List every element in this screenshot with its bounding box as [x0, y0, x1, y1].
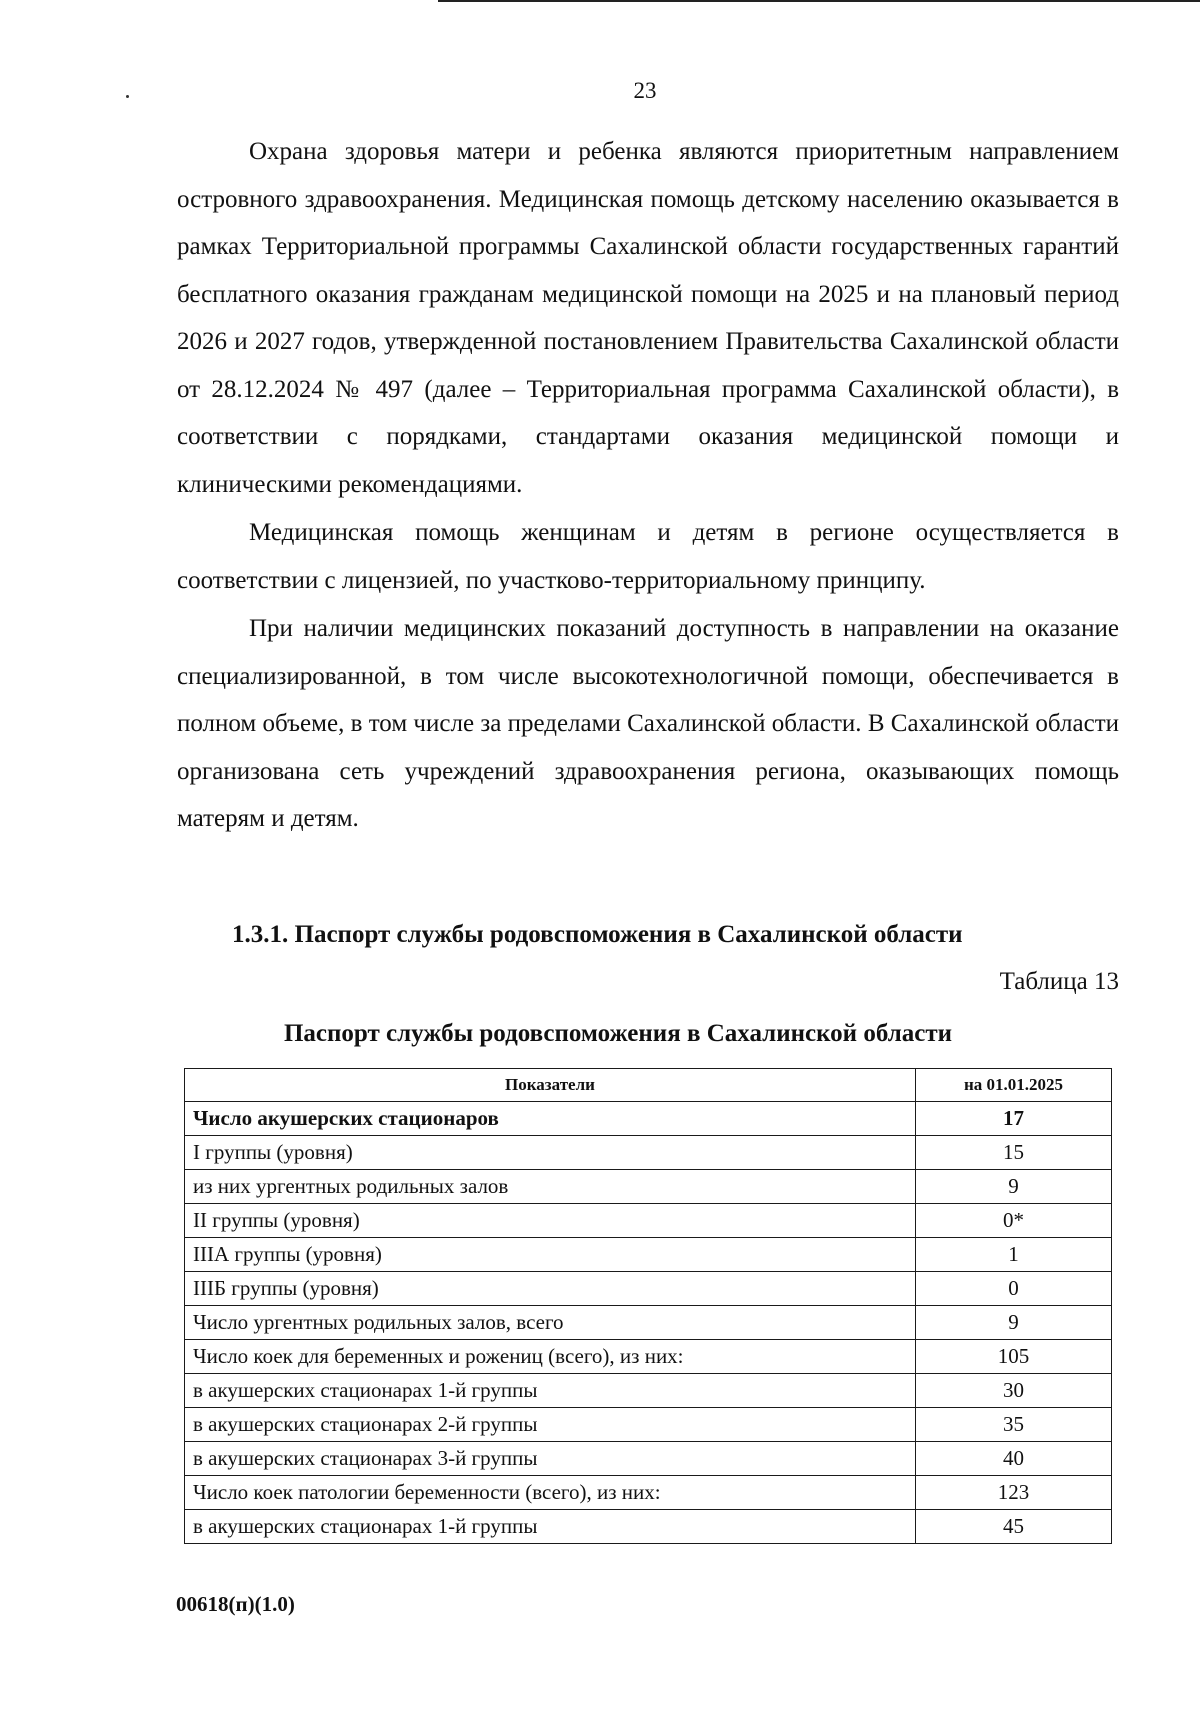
- table-row: [185, 1102, 1112, 1136]
- table-label: Таблица 13: [999, 968, 1119, 995]
- top-rule: [438, 0, 1200, 2]
- paragraph: Охрана здоровья матери и ребенка являются приоритетным направлением островного здравоохранения. Медицинская помощь детскому населению оказывается в рамках Территориальной программы Сахалинской области государственных гарантий бесплатного оказания гражданам медицинской помощи на 2025 и на плановый период 2026 и 2027 годов, утвержденной постановлением Правительства Сахалинской области от 28.12.2024 № 497 (далее – Территориальная программа Сахалинской области), в соответствии с порядками, стандартами оказания медицинской помощи и клиническими рекомендациями.: [177, 138, 1119, 498]
- table-row: [185, 1374, 1112, 1408]
- table-row: [185, 1476, 1112, 1510]
- table-row: [185, 1272, 1112, 1306]
- table-header-row: [185, 1069, 1112, 1102]
- body-text: [177, 128, 1119, 843]
- footer-document-code: 00618(п)(1.0): [176, 1592, 295, 1616]
- table-row: [185, 1340, 1112, 1374]
- row-label: Число коек патологии беременности (всего), из них:: [185, 1476, 916, 1510]
- row-label: Число акушерских стационаров: [185, 1102, 916, 1136]
- table-row: [185, 1204, 1112, 1238]
- row-value: 123: [916, 1476, 1112, 1510]
- row-value: 30: [916, 1374, 1112, 1408]
- row-label: из них ургентных родильных залов: [185, 1170, 916, 1204]
- row-label: IIIА группы (уровня): [185, 1238, 916, 1272]
- row-label: Число ургентных родильных залов, всего: [185, 1306, 916, 1340]
- table-row: [185, 1238, 1112, 1272]
- row-value: 9: [916, 1170, 1112, 1204]
- row-label: II группы (уровня): [185, 1204, 916, 1238]
- row-value: 0*: [916, 1204, 1112, 1238]
- table-row: [185, 1306, 1112, 1340]
- passport-table: [184, 1068, 1112, 1544]
- header-date: на 01.01.2025: [916, 1069, 1112, 1102]
- row-label: I группы (уровня): [185, 1136, 916, 1170]
- row-label: Число коек для беременных и рожениц (всего), из них:: [185, 1340, 916, 1374]
- table-title: Паспорт службы родовспоможения в Сахалинской области: [283, 1020, 953, 1047]
- header-indicator: Показатели: [185, 1069, 916, 1102]
- row-value: 0: [916, 1272, 1112, 1306]
- row-value: 15: [916, 1136, 1112, 1170]
- row-value: 35: [916, 1408, 1112, 1442]
- row-value: 9: [916, 1306, 1112, 1340]
- row-label: IIIБ группы (уровня): [185, 1272, 916, 1306]
- paragraph: Медицинская помощь женщинам и детям в регионе осуществляется в соответствии с лицензией, по участково-территориальному принципу.: [177, 519, 1119, 594]
- row-label: в акушерских стационарах 3-й группы: [185, 1442, 916, 1476]
- row-value: 45: [916, 1510, 1112, 1544]
- row-value: 1: [916, 1238, 1112, 1272]
- table-row: [185, 1170, 1112, 1204]
- paragraph: При наличии медицинских показаний доступность в направлении на оказание специализированной, в том числе высокотехнологичной помощи, обеспечивается в полном объеме, в том числе за пределами Сахалинской области. В Сахалинской области организована сеть учреждений здравоохранения региона, оказывающих помощь матерям и детям.: [177, 615, 1119, 832]
- section-heading: 1.3.1. Паспорт службы родовспоможения в Сахалинской области: [232, 921, 963, 948]
- row-label: в акушерских стационарах 1-й группы: [185, 1510, 916, 1544]
- table-row: [185, 1442, 1112, 1476]
- table-row: [185, 1510, 1112, 1544]
- row-value: 105: [916, 1340, 1112, 1374]
- table-row: [185, 1408, 1112, 1442]
- row-value: 40: [916, 1442, 1112, 1476]
- page-number: 23: [633, 78, 657, 103]
- row-value: 17: [916, 1102, 1112, 1136]
- row-label: в акушерских стационарах 2-й группы: [185, 1408, 916, 1442]
- row-label: в акушерских стационарах 1-й группы: [185, 1374, 916, 1408]
- table-row: [185, 1136, 1112, 1170]
